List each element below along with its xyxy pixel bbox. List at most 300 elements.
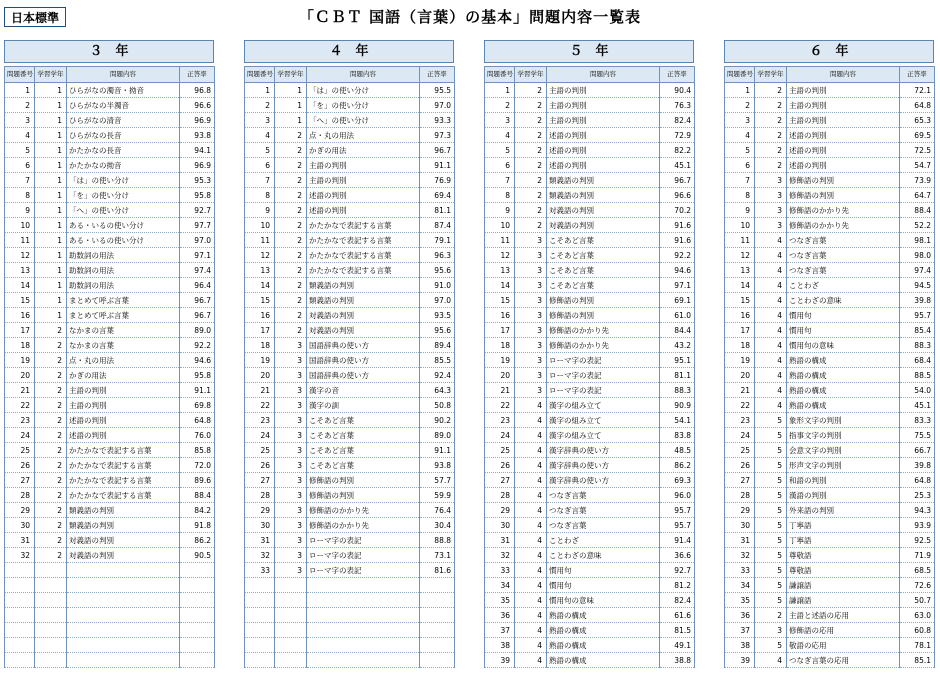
table-row (725, 218, 935, 233)
correct-rate: 69.4 (420, 188, 455, 203)
study-grade: 2 (515, 158, 547, 173)
study-grade: 4 (755, 323, 787, 338)
empty-cell (180, 623, 215, 638)
table-row (245, 473, 455, 488)
question-number: 3 (5, 113, 35, 128)
question-number: 1 (725, 83, 755, 98)
table-row (725, 638, 935, 653)
study-grade: 2 (35, 503, 67, 518)
question-content: 尊敬語 (787, 548, 900, 563)
table-row (725, 248, 935, 263)
question-content: 述語の判別 (547, 143, 660, 158)
question-content: 主語の判別 (547, 113, 660, 128)
correct-rate: 92.2 (180, 338, 215, 353)
correct-rate: 94.1 (180, 143, 215, 158)
study-grade: 1 (35, 143, 67, 158)
study-grade: 4 (755, 293, 787, 308)
question-number: 18 (725, 338, 755, 353)
correct-rate: 86.2 (660, 458, 695, 473)
study-grade: 5 (755, 488, 787, 503)
table-row (5, 158, 215, 173)
empty-cell (275, 653, 307, 668)
correct-rate: 97.4 (900, 263, 935, 278)
table-row (5, 113, 215, 128)
table-row (725, 383, 935, 398)
question-number: 21 (5, 383, 35, 398)
study-grade: 2 (515, 113, 547, 128)
question-content: こそあど言葉 (307, 428, 420, 443)
correct-rate: 91.1 (420, 158, 455, 173)
study-grade: 4 (515, 608, 547, 623)
question-content: 「は」の使い分け (307, 83, 420, 98)
question-content: 指事文字の判別 (787, 428, 900, 443)
question-content: 敬語の応用 (787, 638, 900, 653)
question-number: 11 (5, 233, 35, 248)
question-number: 8 (5, 188, 35, 203)
question-content: かたかなで表記する言葉 (67, 458, 180, 473)
question-number: 29 (245, 503, 275, 518)
study-grade: 4 (515, 458, 547, 473)
correct-rate: 76.3 (660, 98, 695, 113)
question-number: 27 (485, 473, 515, 488)
question-number: 16 (725, 308, 755, 323)
table-row (245, 533, 455, 548)
question-content: 「は」の使い分け (67, 173, 180, 188)
correct-rate: 94.5 (900, 278, 935, 293)
question-content: 述語の判別 (307, 203, 420, 218)
table-row (5, 488, 215, 503)
study-grade: 3 (275, 458, 307, 473)
correct-rate: 96.3 (420, 248, 455, 263)
correct-rate: 75.5 (900, 428, 935, 443)
study-grade: 2 (515, 143, 547, 158)
study-grade: 1 (35, 173, 67, 188)
question-number: 9 (5, 203, 35, 218)
correct-rate: 95.6 (420, 323, 455, 338)
correct-rate: 49.1 (660, 638, 695, 653)
question-number: 11 (725, 233, 755, 248)
table-row (725, 128, 935, 143)
correct-rate: 73.1 (420, 548, 455, 563)
question-number: 5 (725, 143, 755, 158)
question-number: 28 (5, 488, 35, 503)
question-content: つなぎ言葉 (547, 488, 660, 503)
correct-rate: 72.1 (900, 83, 935, 98)
study-grade: 2 (35, 383, 67, 398)
study-grade: 2 (35, 368, 67, 383)
table-row (485, 113, 695, 128)
question-number: 18 (245, 338, 275, 353)
table-row (245, 158, 455, 173)
question-content: 主語の判別 (67, 398, 180, 413)
question-number: 24 (485, 428, 515, 443)
question-number: 8 (725, 188, 755, 203)
question-number: 12 (725, 248, 755, 263)
question-number: 33 (245, 563, 275, 578)
study-grade: 3 (755, 218, 787, 233)
question-content: 修飾語のかかり先 (787, 203, 900, 218)
study-grade: 2 (755, 143, 787, 158)
empty-cell (307, 608, 420, 623)
correct-rate: 89.0 (420, 428, 455, 443)
correct-rate: 96.9 (180, 158, 215, 173)
study-grade: 2 (755, 113, 787, 128)
table-row (5, 323, 215, 338)
table-row (725, 233, 935, 248)
study-grade: 4 (755, 338, 787, 353)
question-number: 26 (485, 458, 515, 473)
table-row (245, 368, 455, 383)
question-number: 3 (245, 113, 275, 128)
correct-rate: 96.7 (180, 293, 215, 308)
question-content: 国語辞典の使い方 (307, 338, 420, 353)
column-header: 問題番号 (245, 67, 275, 83)
correct-rate: 50.8 (420, 398, 455, 413)
correct-rate: 54.0 (900, 383, 935, 398)
correct-rate: 90.5 (180, 548, 215, 563)
question-content: 対義語の判別 (547, 218, 660, 233)
empty-cell (245, 578, 275, 593)
correct-rate: 86.2 (180, 533, 215, 548)
correct-rate: 79.1 (420, 233, 455, 248)
table-row (5, 128, 215, 143)
question-number: 30 (245, 518, 275, 533)
table-row (5, 473, 215, 488)
grade-heading: ３ 年 (4, 40, 214, 63)
correct-rate: 98.0 (900, 248, 935, 263)
table-row (485, 593, 695, 608)
table-row (485, 278, 695, 293)
question-content: 主語の判別 (67, 383, 180, 398)
question-content: つなぎ言葉 (787, 248, 900, 263)
question-content: ことわざの意味 (547, 548, 660, 563)
question-number: 2 (5, 98, 35, 113)
question-number: 12 (5, 248, 35, 263)
study-grade: 4 (755, 233, 787, 248)
study-grade: 4 (755, 248, 787, 263)
table-row (485, 398, 695, 413)
empty-cell (180, 638, 215, 653)
study-grade: 4 (515, 398, 547, 413)
question-content: 対義語の判別 (547, 203, 660, 218)
question-number: 2 (245, 98, 275, 113)
table-row (725, 458, 935, 473)
study-grade: 2 (35, 518, 67, 533)
table-row (485, 383, 695, 398)
question-number: 3 (725, 113, 755, 128)
question-number: 20 (245, 368, 275, 383)
study-grade: 1 (35, 188, 67, 203)
question-content: かたかなで表記する言葉 (307, 233, 420, 248)
correct-rate: 93.5 (420, 308, 455, 323)
grade-panel (484, 40, 694, 680)
study-grade: 2 (515, 98, 547, 113)
correct-rate: 90.9 (660, 398, 695, 413)
study-grade: 3 (275, 398, 307, 413)
table-header-row (245, 67, 455, 83)
question-number: 20 (5, 368, 35, 383)
study-grade: 5 (755, 638, 787, 653)
study-grade: 2 (275, 308, 307, 323)
question-number: 25 (725, 443, 755, 458)
question-content: 修飾語のかかり先 (547, 338, 660, 353)
correct-rate: 72.9 (660, 128, 695, 143)
question-number: 15 (725, 293, 755, 308)
study-grade: 5 (755, 443, 787, 458)
table-row (245, 128, 455, 143)
correct-rate: 88.5 (900, 368, 935, 383)
question-number: 1 (245, 83, 275, 98)
table-row (5, 548, 215, 563)
empty-cell (67, 623, 180, 638)
column-header: 学習学年 (275, 67, 307, 83)
question-content: 熟語の構成 (787, 353, 900, 368)
table-row (245, 83, 455, 98)
study-grade: 4 (515, 428, 547, 443)
correct-rate: 90.4 (660, 83, 695, 98)
correct-rate: 91.1 (180, 383, 215, 398)
table-row (5, 143, 215, 158)
question-table (4, 66, 215, 668)
question-content: 述語の判別 (787, 158, 900, 173)
question-number: 3 (485, 113, 515, 128)
question-number: 23 (725, 413, 755, 428)
question-number: 31 (5, 533, 35, 548)
question-content: まとめて呼ぶ言葉 (67, 308, 180, 323)
question-content: ことわざ (547, 533, 660, 548)
question-number: 22 (5, 398, 35, 413)
question-number: 39 (725, 653, 755, 668)
correct-rate: 88.3 (900, 338, 935, 353)
question-content: 助数詞の用法 (67, 263, 180, 278)
table-row (5, 83, 215, 98)
question-number: 30 (5, 518, 35, 533)
question-number: 10 (485, 218, 515, 233)
question-content: 主語の判別 (787, 98, 900, 113)
table-row (5, 98, 215, 113)
empty-cell (5, 593, 35, 608)
empty-cell (67, 593, 180, 608)
study-grade: 2 (35, 488, 67, 503)
study-grade: 3 (755, 173, 787, 188)
table-row (245, 308, 455, 323)
study-grade: 5 (755, 533, 787, 548)
correct-rate: 85.1 (900, 653, 935, 668)
table-row (245, 503, 455, 518)
question-content: 修飾語の判別 (307, 488, 420, 503)
grade-heading: ５ 年 (484, 40, 694, 63)
empty-row (245, 608, 455, 623)
table-row (725, 293, 935, 308)
question-number: 2 (725, 98, 755, 113)
study-grade: 3 (275, 383, 307, 398)
question-content: つなぎ言葉 (547, 518, 660, 533)
table-row (725, 593, 935, 608)
correct-rate: 96.9 (180, 113, 215, 128)
empty-cell (275, 593, 307, 608)
question-number: 14 (5, 278, 35, 293)
table-row (245, 188, 455, 203)
study-grade: 4 (755, 398, 787, 413)
column-header: 正答率 (660, 67, 695, 83)
study-grade: 3 (515, 278, 547, 293)
question-content: 対義語の判別 (307, 323, 420, 338)
table-row (485, 248, 695, 263)
question-number: 32 (245, 548, 275, 563)
question-number: 6 (5, 158, 35, 173)
question-content: こそあど言葉 (547, 233, 660, 248)
table-row (5, 443, 215, 458)
correct-rate: 70.2 (660, 203, 695, 218)
study-grade: 2 (515, 188, 547, 203)
empty-cell (245, 653, 275, 668)
empty-cell (245, 593, 275, 608)
question-content: ローマ字の表記 (307, 533, 420, 548)
study-grade: 3 (275, 338, 307, 353)
correct-rate: 84.2 (180, 503, 215, 518)
question-number: 30 (485, 518, 515, 533)
table-row (5, 173, 215, 188)
correct-rate: 85.5 (420, 353, 455, 368)
table-row (245, 263, 455, 278)
question-number: 23 (5, 413, 35, 428)
column-header: 問題内容 (547, 67, 660, 83)
question-number: 7 (5, 173, 35, 188)
table-row (485, 203, 695, 218)
correct-rate: 97.0 (180, 233, 215, 248)
study-grade: 3 (755, 203, 787, 218)
empty-cell (67, 653, 180, 668)
question-content: 外来語の判別 (787, 503, 900, 518)
table-row (725, 83, 935, 98)
table-row (725, 563, 935, 578)
correct-rate: 54.1 (660, 413, 695, 428)
table-row (485, 518, 695, 533)
question-number: 21 (485, 383, 515, 398)
correct-rate: 85.4 (900, 323, 935, 338)
correct-rate: 72.6 (900, 578, 935, 593)
question-content: ある・いるの使い分け (67, 218, 180, 233)
correct-rate: 95.8 (180, 368, 215, 383)
column-header: 正答率 (420, 67, 455, 83)
question-content: 漢字の訓 (307, 398, 420, 413)
study-grade: 2 (35, 398, 67, 413)
study-grade: 3 (515, 368, 547, 383)
correct-rate: 85.8 (180, 443, 215, 458)
question-content: 類義語の判別 (307, 293, 420, 308)
study-grade: 4 (515, 623, 547, 638)
question-content: 類義語の判別 (547, 173, 660, 188)
question-number: 25 (5, 443, 35, 458)
study-grade: 3 (515, 353, 547, 368)
question-number: 13 (245, 263, 275, 278)
table-row (485, 293, 695, 308)
question-number: 16 (245, 308, 275, 323)
question-number: 26 (725, 458, 755, 473)
question-number: 13 (485, 263, 515, 278)
correct-rate: 82.2 (660, 143, 695, 158)
correct-rate: 93.8 (420, 458, 455, 473)
empty-cell (180, 653, 215, 668)
empty-row (5, 608, 215, 623)
correct-rate: 78.1 (900, 638, 935, 653)
study-grade: 2 (275, 128, 307, 143)
question-number: 10 (245, 218, 275, 233)
question-content: かたかなで表記する言葉 (307, 263, 420, 278)
correct-rate: 61.0 (660, 308, 695, 323)
question-content: 述語の判別 (67, 413, 180, 428)
study-grade: 2 (275, 278, 307, 293)
study-grade: 2 (515, 203, 547, 218)
study-grade: 2 (755, 158, 787, 173)
question-content: 修飾語の応用 (787, 623, 900, 638)
question-number: 22 (245, 398, 275, 413)
table-row (725, 428, 935, 443)
question-number: 17 (725, 323, 755, 338)
question-content: 述語の判別 (67, 428, 180, 443)
question-number: 27 (725, 473, 755, 488)
empty-cell (275, 578, 307, 593)
column-header: 問題内容 (307, 67, 420, 83)
question-content: 漢字の組み立て (547, 428, 660, 443)
correct-rate: 81.1 (420, 203, 455, 218)
table-row (485, 263, 695, 278)
table-row (485, 83, 695, 98)
table-row (245, 98, 455, 113)
study-grade: 2 (755, 98, 787, 113)
correct-rate: 63.0 (900, 608, 935, 623)
table-row (725, 173, 935, 188)
question-number: 21 (245, 383, 275, 398)
table-row (5, 503, 215, 518)
question-number: 22 (725, 398, 755, 413)
question-number: 31 (725, 533, 755, 548)
question-content: 助数詞の用法 (67, 248, 180, 263)
table-row (245, 203, 455, 218)
correct-rate: 95.8 (180, 188, 215, 203)
question-content: ローマ字の表記 (547, 368, 660, 383)
study-grade: 2 (275, 248, 307, 263)
question-content: ローマ字の表記 (307, 548, 420, 563)
correct-rate: 39.8 (900, 458, 935, 473)
correct-rate: 82.4 (660, 113, 695, 128)
correct-rate: 43.2 (660, 338, 695, 353)
correct-rate: 92.7 (180, 203, 215, 218)
empty-cell (307, 578, 420, 593)
question-number: 1 (485, 83, 515, 98)
question-content: つなぎ言葉 (787, 263, 900, 278)
study-grade: 4 (755, 278, 787, 293)
table-row (5, 248, 215, 263)
study-grade: 2 (35, 473, 67, 488)
study-grade: 4 (515, 563, 547, 578)
study-grade: 4 (515, 533, 547, 548)
correct-rate: 64.8 (900, 473, 935, 488)
empty-row (5, 563, 215, 578)
correct-rate: 64.8 (180, 413, 215, 428)
question-number: 6 (485, 158, 515, 173)
correct-rate: 25.3 (900, 488, 935, 503)
empty-cell (180, 593, 215, 608)
correct-rate: 82.4 (660, 593, 695, 608)
question-number: 25 (485, 443, 515, 458)
question-content: 主語と述語の応用 (787, 608, 900, 623)
study-grade: 2 (35, 443, 67, 458)
correct-rate: 38.8 (660, 653, 695, 668)
question-number: 20 (485, 368, 515, 383)
question-content: 類義語の判別 (547, 188, 660, 203)
study-grade: 2 (35, 413, 67, 428)
